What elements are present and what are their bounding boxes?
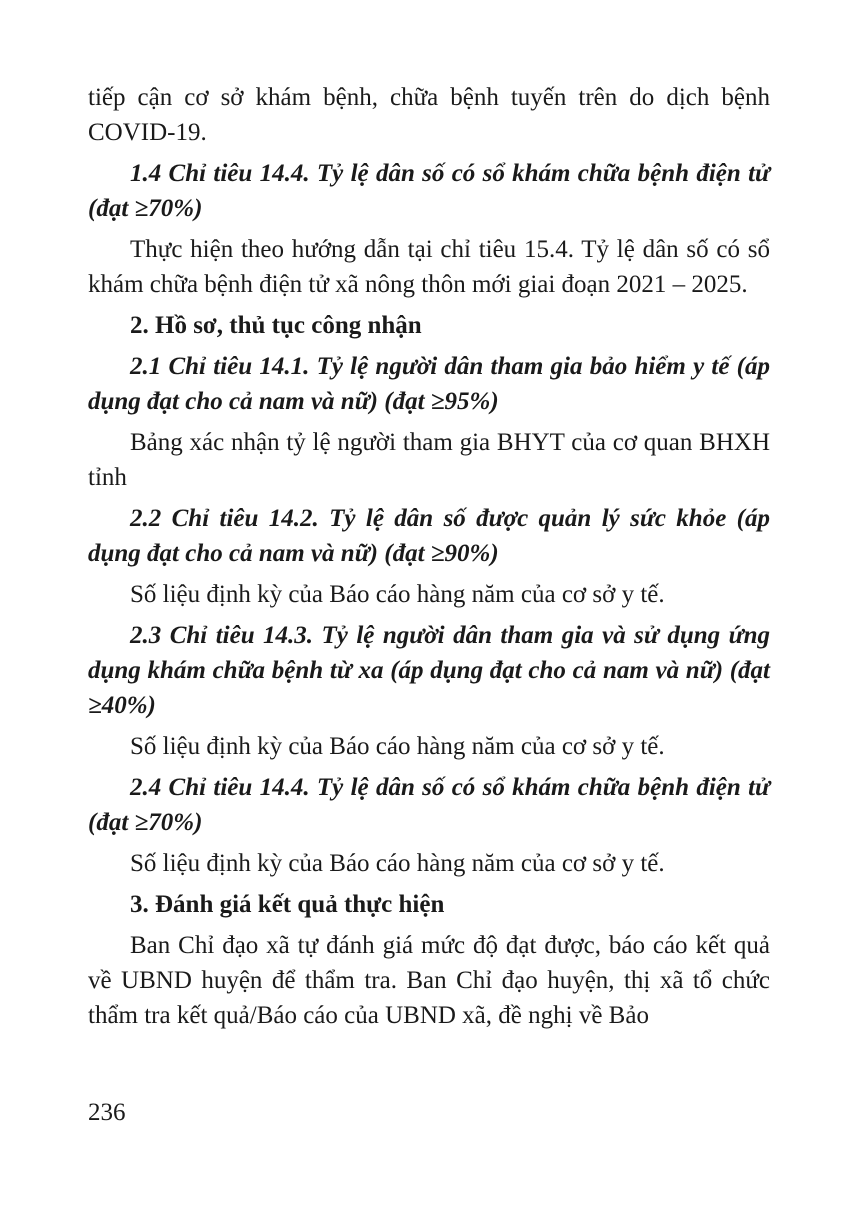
paragraph-2-1-body: Bảng xác nhận tỷ lệ người tham gia BHYT của cơ quan BHXH tỉnh [88,429,770,491]
paragraph-2-3-body: Số liệu định kỳ của Báo cáo hàng năm của cơ sở y tế. [130,733,665,760]
document-body [88,80,770,1033]
paragraph-1-4-body: Thực hiện theo hướng dẫn tại chỉ tiêu 15.4. Tỷ lệ dân số có sổ khám chữa bệnh điện tử xã nông thôn mới giai đoạn 2021 – 2025. [88,236,770,298]
page-number: 236 [88,1099,126,1126]
heading-section-2: 2. Hồ sơ, thủ tục công nhận [130,312,422,339]
paragraph-2-2-body: Số liệu định kỳ của Báo cáo hàng năm của cơ sở y tế. [130,581,665,608]
heading-2-1: 2.1 Chỉ tiêu 14.1. Tỷ lệ người dân tham gia bảo hiểm y tế (áp dụng đạt cho cả nam và nữ) (đạt ≥95%) [88,353,770,415]
heading-2-2: 2.2 Chỉ tiêu 14.2. Tỷ lệ dân số được quản lý sức khỏe (áp dụng đạt cho cả nam và nữ) (đạt ≥90%) [88,505,770,567]
paragraph-2-4-body: Số liệu định kỳ của Báo cáo hàng năm của cơ sở y tế. [130,850,665,877]
heading-section-3: 3. Đánh giá kết quả thực hiện [130,891,445,918]
heading-2-4: 2.4 Chỉ tiêu 14.4. Tỷ lệ dân số có sổ khám chữa bệnh điện tử (đạt ≥70%) [88,774,770,836]
heading-1-4: 1.4 Chỉ tiêu 14.4. Tỷ lệ dân số có sổ khám chữa bệnh điện tử (đạt ≥70%) [88,160,770,222]
heading-2-3: 2.3 Chỉ tiêu 14.3. Tỷ lệ người dân tham gia và sử dụng ứng dụng khám chữa bệnh từ xa (áp dụng đạt cho cả nam và nữ) (đạt ≥40%) [88,622,770,719]
paragraph-continuation: tiếp cận cơ sở khám bệnh, chữa bệnh tuyến trên do dịch bệnh COVID-19. [88,84,770,146]
paragraph-section-3-body: Ban Chỉ đạo xã tự đánh giá mức độ đạt được, báo cáo kết quả về UBND huyện để thẩm tra. Ban Chỉ đạo huyện, thị xã tổ chức thẩm tra kết quả/Báo cáo của UBND xã, đề nghị về Bảo [88,932,770,1029]
